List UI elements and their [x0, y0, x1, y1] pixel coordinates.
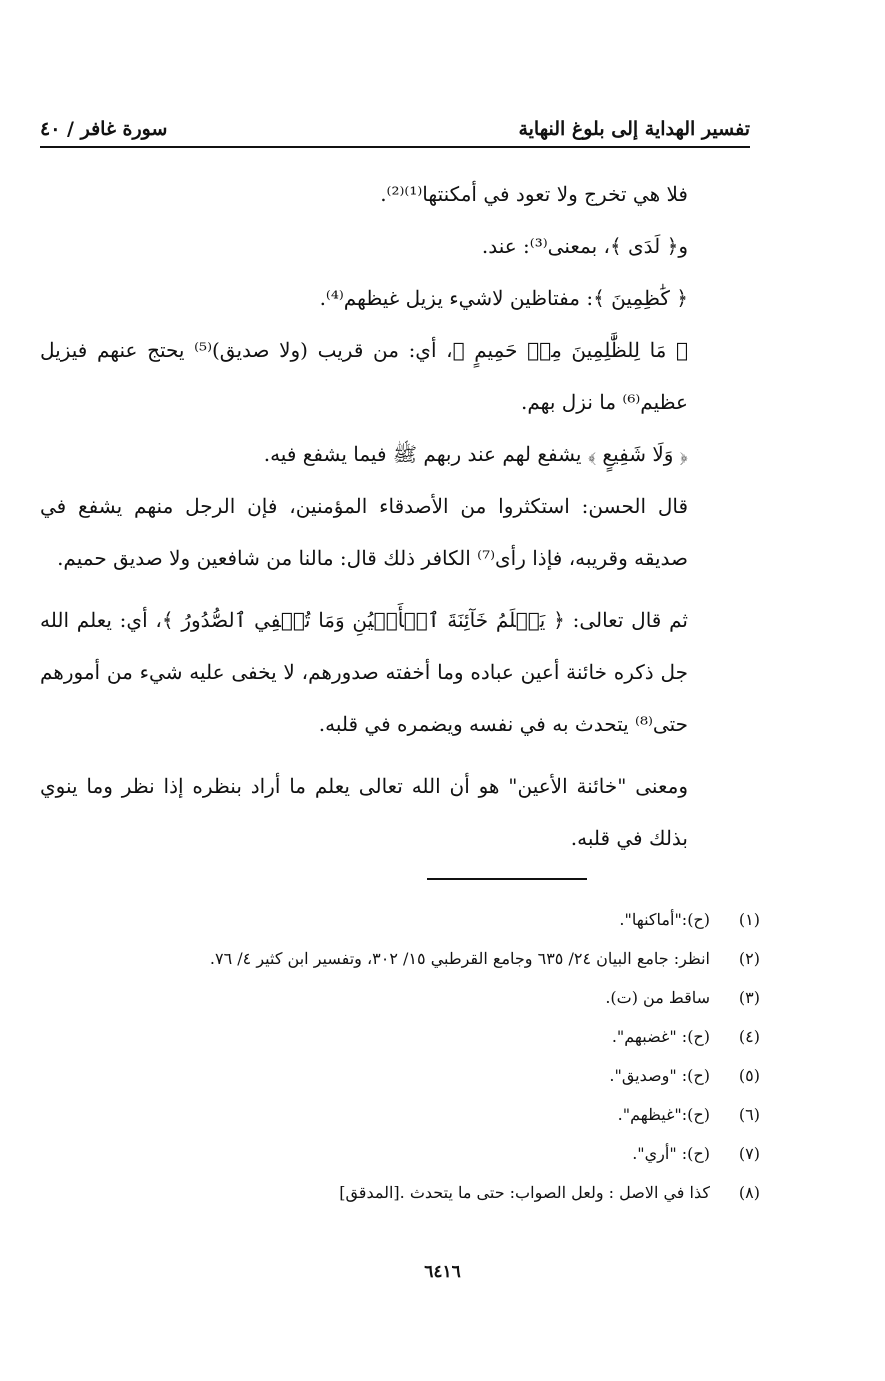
footnote-number: (٧) — [738, 1144, 760, 1163]
footnote-number: (١) — [738, 910, 760, 929]
footnote-number: (٦) — [738, 1105, 760, 1124]
paragraph: فلا هي تخرج ولا تعود في أمكنتها⁽¹⁾⁽²⁾. — [380, 182, 688, 206]
paragraph: ومعنى "خائنة الأعين" هو أن الله تعالى يعلم ما أراد بنظره إذا نظر وما ينوي بذلك في قلبه. — [40, 774, 688, 850]
footnote — [40, 978, 760, 1017]
footnote-number: (٤) — [738, 1027, 760, 1046]
footnote — [40, 1056, 760, 1095]
paragraph: ﴿ مَا لِلظَّٰلِمِينَ مِنۡ حَمِيمٍ ﴾، أي: من قريب (ولا صديق)⁽⁵⁾ يحتج عنهم فيزيل عظيم⁽⁶⁾ ما نزل بهم. — [40, 338, 689, 414]
footnote-text: (ح): "أري". — [632, 1144, 710, 1163]
body-text — [40, 168, 750, 864]
footnote — [40, 939, 760, 978]
running-header — [40, 108, 750, 140]
footnote — [40, 1095, 760, 1134]
footnote-text: (ح): "غضبهم". — [611, 1027, 710, 1046]
footnote — [40, 900, 760, 939]
footnote-number: (٣) — [738, 988, 760, 1007]
paragraph: ثم قال تعالى: ﴿ يَعۡلَمُ خَآئِنَةَ ٱلۡأَعۡيُنِ وَمَا تُخۡفِي ٱلصُّدُورُ ﴾، أي: يعلم الله جل ذكره خائنة أعين عباده وما أخفته صدورهم، لا يخفى عليه شيء من أمورهم حتى⁽⁸⁾ يتحدث به في نفسه ويضمره في قلبه. — [40, 608, 688, 736]
book-title: تفسير الهداية إلى بلوغ النهاية — [518, 118, 750, 140]
footnote-text: ساقط من (ت). — [605, 988, 710, 1007]
footnote-number: (٢) — [738, 949, 760, 968]
footnote-text: كذا في الاصل : ولعل الصواب: حتى ما يتحدث .[المدقق] — [339, 1183, 710, 1202]
footnote — [40, 1134, 760, 1173]
header-rule — [40, 146, 750, 148]
footnote-text: (ح):"أماكنها". — [619, 910, 710, 929]
paragraph: ﴿ وَلَا شَفِيعٍ ﴾ يشفع لهم عند ربهم ﷺ فيما يشفع فيه. — [263, 442, 688, 466]
footnotes — [40, 900, 760, 1212]
paragraph: قال الحسن: استكثروا من الأصدقاء المؤمنين، فإن الرجل منهم يشفع في صديقه وقريبه، فإذا رأى⁽⁷⁾ الكافر ذلك قال: مالنا من شافعين ولا صديق حميم. — [40, 494, 688, 570]
footnote-number: (٨) — [738, 1183, 760, 1202]
surah-label: سورة غافر / ٤٠ — [40, 118, 168, 140]
footnote — [40, 1017, 760, 1056]
footnote-number: (٥) — [738, 1066, 760, 1085]
footnote-text: (ح): "وصديق". — [609, 1066, 710, 1085]
footnote-text: انظر: جامع البيان ٢٤/ ٦٣٥ وجامع القرطبي ١٥/ ٣٠٢، وتفسير ابن كثير ٤/ ٧٦. — [209, 949, 710, 968]
footnote-text: (ح):"غيظهم". — [617, 1105, 710, 1124]
paragraph: ﴿ كَٰظِمِينَ ﴾: مفتاظين لاشيء يزيل غيظهم⁽⁴⁾. — [319, 286, 688, 310]
paragraph: و﴿ لَدَى ﴾، بمعنى⁽³⁾: عند. — [481, 234, 688, 258]
page-number: ٦٤١٦ — [424, 1262, 461, 1282]
footnote-separator — [427, 878, 587, 880]
footnote — [40, 1173, 760, 1212]
